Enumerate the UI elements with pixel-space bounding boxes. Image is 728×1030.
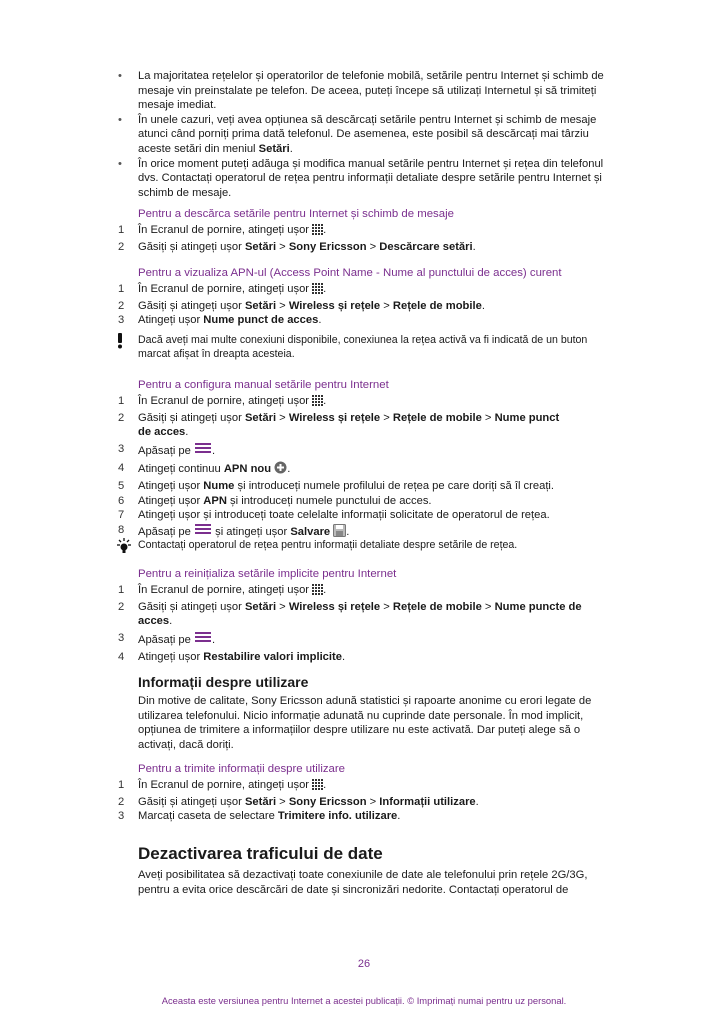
list-item: 3 Atingeți ușor Nume punct de acces. (118, 314, 322, 327)
steps-configure (112, 394, 612, 541)
menu-icon (194, 631, 212, 650)
list-item: 1 În Ecranul de pornire, atingeți ușor . (112, 394, 612, 411)
apps-grid-icon (312, 224, 323, 240)
heading-data-traffic: Dezactivarea traficului de date (138, 844, 383, 863)
data-traffic-paragraph: Aveți posibilitatea să dezactivați toate conexiunile de date ale telefonului prin rețele 2G/3G, pentru a evita orice descărcări de date și sincronizări nedorite. Contactați operatorul de (138, 869, 588, 896)
section-title-download: Pentru a descărca setările pentru Internet și schimb de mesaje (138, 208, 454, 220)
list-item: 1 În Ecranul de pornire, atingeți ușor . (112, 583, 612, 600)
bullet-2: • În unele cazuri, veți avea opțiunea să descărcați setările pentru Internet și schimb de mesaje atunci când porniți prima dată telefonul. De asemenea, este posibil să descărcați mai târziu aceste setări din meniul Setări. (112, 113, 608, 157)
section-title-view-apn: Pentru a vizualiza APN-ul (Access Point Name - Nume al punctului de acces) curent (138, 267, 562, 279)
exclamation-icon (116, 333, 124, 353)
list-item: 3 Marcați caseta de selectare Trimitere info. utilizare. (118, 810, 401, 823)
list-item: 2 Găsiți și atingeți ușor Setări > Sony Ericsson > Descărcare setări. (118, 240, 476, 253)
list-item: 2 Găsiți și atingeți ușor Setări > Wireless și rețele > Rețele de mobile. (118, 299, 485, 312)
list-item: 1 În Ecranul de pornire, atingeți ușor . (112, 778, 612, 795)
steps-send-usage (112, 778, 612, 824)
steps-view-apn (112, 282, 612, 328)
steps-reset (112, 583, 612, 665)
apps-grid-icon (312, 779, 323, 795)
bullet-1: • La majoritatea rețelelor și operatorilor de telefonie mobilă, setările pentru Internet și schimb de mesaje vin preinstalate pe telefon. De aceea, puteți începe să utilizați Internetul și să trimiteți mesaje imediat. (112, 69, 608, 113)
lightbulb-icon (116, 538, 132, 558)
section-title-reset: Pentru a reinițializa setările implicite pentru Internet (138, 568, 397, 580)
intro-bullets (112, 69, 608, 200)
section-title-configure: Pentru a configura manual setările pentru Internet (138, 379, 389, 391)
steps-download (112, 223, 612, 254)
add-icon (274, 461, 287, 479)
list-item: 1 În Ecranul de pornire, atingeți ușor . (112, 282, 612, 299)
heading-usage-info: Informații despre utilizare (138, 674, 309, 690)
list-item: 4 Atingeți ușor Restabilire valori implicite. (118, 651, 346, 664)
tip-note: Contactați operatorul de rețea pentru informații detaliate despre setările de rețea. (112, 538, 612, 552)
page-number: 26 (357, 958, 371, 970)
list-item: 4 Atingeți continuu APN nou . (112, 461, 612, 479)
apps-grid-icon (312, 395, 323, 411)
list-item: 6 Atingeți ușor APN și introduceți numele punctului de acces. (118, 494, 432, 507)
warning-note: Dacă aveți mai multe conexiuni disponibile, conexiunea la rețea activă va fi indicată de un buton marcat afișat în dreapta acesteia. (112, 333, 612, 361)
list-item: 3 Apăsați pe . (112, 631, 612, 650)
usage-info-paragraph: Din motive de calitate, Sony Ericsson adună statistici și rapoarte anonime cu erori legate de utilizarea telefonului. Nicio informație adunată nu cuprinde date personale. În mod implicit, opțiunea de trimitere a informațiilor despre utilizare nu este activată. Dar puteți alege să o activați, dacă doriți. (138, 695, 592, 751)
section-title-send-usage: Pentru a trimite informații despre utilizare (138, 763, 346, 775)
list-item: 2 Găsiți și atingeți ușor Setări > Wireless și rețele > Rețele de mobile > Nume puncte de acces. (118, 600, 582, 628)
apps-grid-icon (312, 283, 323, 299)
list-item: 3 Apăsați pe . (112, 442, 612, 461)
apps-grid-icon (312, 584, 323, 600)
list-item: 2 Găsiți și atingeți ușor Setări > Wireless și rețele > Rețele de mobile > Nume punct de acces. (118, 411, 560, 439)
list-item: 1 În Ecranul de pornire, atingeți ușor . (112, 223, 612, 240)
menu-icon (194, 442, 212, 461)
bullet-3: • În orice moment puteți adăuga și modifica manual setările pentru Internet și rețea din telefonul dvs. Contactați operatorul de rețea pentru informații detaliate despre setările pentru Internet și schimb de mesaje. (112, 157, 608, 201)
list-item: 7 Atingeți ușor și introduceți toate celelalte informații solicitate de operatorul de rețea. (118, 509, 550, 522)
list-item: 5 Atingeți ușor Nume și introduceți numele profilului de rețea pe care doriți să îl creați. (118, 479, 555, 492)
list-item: 2 Găsiți și atingeți ușor Setări > Sony Ericsson > Informații utilizare. (118, 795, 479, 808)
footer-notice: Aceasta este versiunea pentru Internet a acestei publicații. © Imprimați numai pentru uz personal. (161, 995, 567, 1006)
list-item: 8 Apăsați pe și atingeți ușor Salvare . (112, 523, 612, 542)
